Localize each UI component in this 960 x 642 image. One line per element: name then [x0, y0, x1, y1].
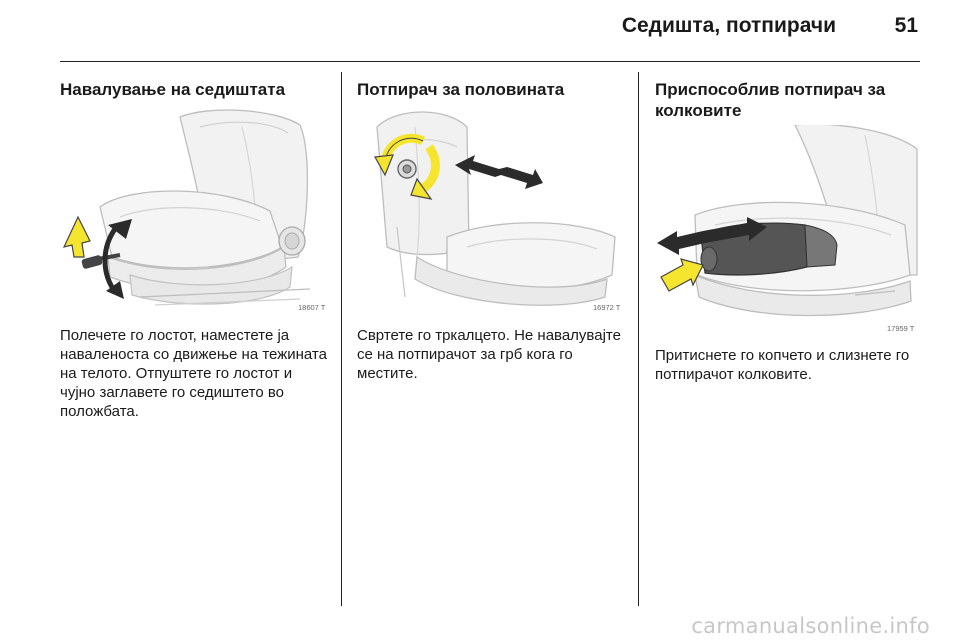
- column-divider-2: [638, 72, 639, 606]
- figure-thigh-support: [655, 125, 920, 333]
- column-divider-1: [341, 72, 342, 606]
- section-text-thigh-support: Притиснете го копчето и слизнете го потпирачот колковите.: [655, 347, 910, 383]
- lumbar-support-illustration: [357, 107, 622, 315]
- header-rule: [60, 61, 920, 62]
- figure-code: 16972 T: [593, 303, 621, 312]
- section-heading-seat-tilt: Навалување на седиштата: [60, 80, 286, 99]
- thigh-support-illustration: [655, 125, 920, 333]
- section-text-lumbar-support: Свртете го тркалцето. Не навалувајте се на потпирачот за грб кога го местите.: [357, 327, 621, 382]
- page-number: 51: [894, 14, 918, 37]
- figure-seat-tilt: [60, 107, 328, 315]
- section-text-seat-tilt: Полечете го лостот, наместете ја наваленоста со движење на тежината на телото. Отпуштете го лостот и чујно заглавете го седиштето во положбата.: [60, 327, 327, 420]
- figure-code: 18607 T: [298, 303, 326, 312]
- figure-lumbar-support: [357, 107, 622, 315]
- page-header-title: Седишта, потпирачи: [621, 14, 836, 37]
- figure-code: 17959 T: [887, 324, 915, 333]
- seat-tilt-illustration: [60, 107, 328, 315]
- section-heading-thigh-support: Приспособлив потпирач за колковите: [655, 80, 886, 120]
- section-heading-lumbar-support: Потпирач за половината: [357, 80, 565, 99]
- watermark: carmanualsonline.info: [691, 614, 930, 638]
